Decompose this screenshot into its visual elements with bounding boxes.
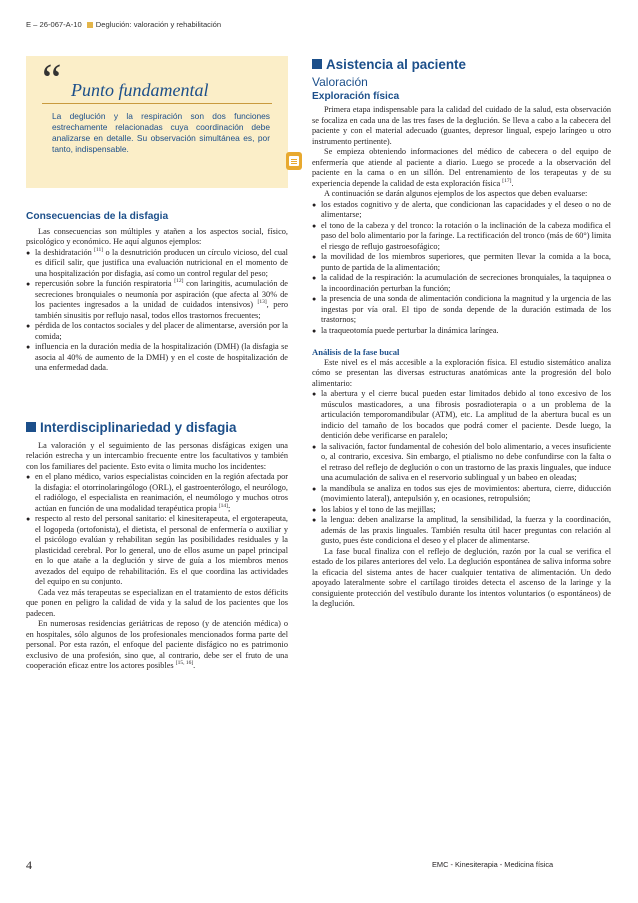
exploracion-paragraph: Se empieza obteniendo informaciones del médico de cabecera o del equipo de enfermería que atiende al paciente a diario. Luego se procede a la observación del paciente en la cama o en un sillón. Del entrenamiento de los terapeutas y de su experiencia depende la calidad de esta exploración física [17]. [312,147,611,188]
list-item: ● la deshidratación [11] o la desnutrición producen un círculo vicioso, del cual es difícil salir, que justifica una evaluación nutricional en el momento de una hospitalización por disfagia, así como un control regular del peso; [26,248,288,280]
exploracion-paragraph: A continuación se darán algunos ejemplos de los aspectos que deben evaluarse: [324,189,588,198]
citation: [11] [94,246,104,253]
consecuencias-intro: Las consecuencias son múltiples y atañen a los aspectos social, físico, psicológico y económico. He aquí algunos ejemplos: [26,226,288,246]
fundamental-text: La deglución y la respiración son dos funciones estrechamente relacionadas cuya coordinación debe analizarse en detalle. Su observación simultánea es, por tanto, indispensable. [52,111,270,154]
fase-bucal-list [312,389,611,547]
list-item: ● la traqueotomía puede perturbar la dinámica laríngea. [312,326,611,337]
fase-bucal-paragraph: La fase bucal finaliza con el reflejo de deglución, razón por la cual se verifica el estado de los pilares anteriores del velo. La deglución espontánea de saliva informa sobre la eficacia del sistema antes de hacer cualquier tentativa de alimentación. Un dedo apoyado lateralmente sobre el cartílago tiroides detecta el ascenso de la laringe y la consiguiente protección del vestíbulo durante los intentos voluntarios (o espontáneos) de la deglución. [312,546,611,608]
page-number: 4 [26,858,32,872]
list-item: ● en el plano médico, varios especialistas coinciden en la región afectada por la disfagia: el otorrinolaringólogo (ORL), el gastroenterólogo, el neurólogo, el radiólogo, el especialista en reanimación, el neumólogo y muchos otros actúan en función de una modalidad terapéutica propia [14]; [26,472,288,514]
running-title: Deglución: valoración y rehabilitación [95,20,222,29]
fundamental-box [26,56,288,188]
list-item: ● la calidad de la respiración: la acumulación de secreciones bronquiales, la taquipnea o la incoordinación perturban la función; [312,273,611,294]
fundamental-divider [42,103,272,104]
quote-mark-icon: “ [42,55,62,104]
interdisciplinariedad-paragraph: La valoración y el seguimiento de las personas disfágicas exigen una relación estrecha y un intercambio frecuente entre los facultativos y también con los familiares del paciente. Esto evita o limita mucho los incidentes: [26,440,288,471]
fase-bucal-paragraph: Este nivel es el más accesible a la exploración física. El estudio sistemático analiza cómo se presentan las diversas estructuras anatómicas ante la progresión del bolo alimentario: [312,357,611,388]
citation: [12] [174,278,184,284]
right-column [312,57,611,610]
left-column [26,212,288,672]
list-item: ● los labios y el tono de las mejillas; [312,505,611,516]
section-square-icon [312,59,322,69]
citation: [14] [218,502,229,509]
section-title-interdisciplinariedad: Interdisciplinariedad y disfagia [26,420,288,436]
list-item: ● influencia en la duración media de la hospitalización (DMH) (la disfagia se asocia al 40% de aumento de la DMH) y en el coste de hospitalización de una enfermedad dada. [26,342,288,374]
header-square-icon [87,22,93,28]
exploracion-paragraph: Primera etapa indispensable para la calidad del cuidado de la salud, esta observación se focaliza en cada una de las tres fases de la deglución. Se lleva a cabo a la cabecera del paciente y con el material adecuado (guantes, depresor lingual, espejo laríngeo u otro instrumento pertinente). [312,105,611,146]
section-title-consecuencias: Consecuencias de la disfagia [26,211,169,222]
list-item: ● la abertura y el cierre bucal pueden estar limitados debido al tono excesivo de los músculos masticadores, a una fibrosis posradioterapia o a un problema de la articulación temporomandibular (ATM), etc. La amplitud de la abertura bucal es un indicio del tamaño de los bocados que podrá comer el paciente. Desde luego, la dentición debe verificarse en paralelo; [312,389,611,442]
citation: [13] [257,299,267,305]
section-title-asistencia: Asistencia al paciente [312,57,611,73]
subsection-title-valoracion: Valoración [312,75,368,89]
subsection-title-exploracion: Exploración física [312,90,400,102]
list-item: ● el tono de la cabeza y del tronco: la rotación o la inclinación de la cabeza modifica el paso del bolo alimentario por la faringe. La rectificación del tronco (más de 60°) limita el riesgo de reflujo gastroesofágico; [312,221,611,253]
list-item: ● la salivación, factor fundamental de cohesión del bolo alimentario, a veces insuficiente o, al contrario, excesiva. Sin embargo, el ptialismo no debe confundirse con la falta o el retraso del reflejo de deglución o con un trastorno de las praxis linguales, que induce una acumulación de saliva en el reservorio sublingual y un babeo en oleadas; [312,442,611,484]
fundamental-title: Punto fundamental [71,80,209,100]
list-item: ● repercusión sobre la función respiratoria [12] con laringitis, acumulación de secreciones bronquiales o neumonía por aspiración (que afecta al 30% de los pacientes ingresados a la unidad de cuidados intensivos) [13], pero también sinusitis por reflujo nasal, todos ellos trastornos frecuentes; [26,279,288,321]
running-header [26,20,221,29]
interdisciplinariedad-paragraph: En numerosas residencias geriátricas de reposo (y de atención médica) o en hospitales, sólo algunos de los profesionales mencionados forma parte del personal. Por esta razón, el enfoque del paciente disfágico no es patrimonio exclusivo de una profesión, sino que, al contrario, debe ser el fruto de una cooperación eficaz entre los actores posibles [15, 16]. [26,619,288,670]
list-item: ● pérdida de los contactos sociales y del placer de alimentarse, aversión por la comida; [26,321,288,342]
list-item: ● los estados cognitivo y de alerta, que condicionan las capacidades y el deseo o no de alimentarse; [312,200,611,221]
subsection-title-fase-bucal: Análisis de la fase bucal [312,347,400,357]
citation: [15, 16] [175,660,194,666]
journal-name: EMC - Kinesiterapia - Medicina física [432,860,554,869]
interdisciplinariedad-paragraph: Cada vez más terapeutas se especializan en el tratamiento de estos déficits que ponen en peligro la calidad de vida y la salud de los pacientes que los padecen. [26,587,288,618]
section-square-icon [26,422,36,432]
interdisciplinariedad-list [26,472,288,588]
list-item: ● la lengua: deben analizarse la amplitud, la sensibilidad, la fuerza y la coordinación, además de las praxis linguales. También resulta útil hacer preguntas con relación al gusto, pues éste condiciona el deseo y el placer de alimentarse. [312,515,611,547]
citation: [17] [502,177,512,184]
list-item: ● la presencia de una sonda de alimentación condiciona la magnitud y la urgencia de las ingestas por vía oral. El tipo de sonda depende de la duración estimada de los trastornos; [312,294,611,326]
consecuencias-list [26,248,288,374]
list-item: ● respecto al resto del personal sanitario: el kinesiterapeuta, el ergoterapeuta, el logopeda (ortofonista), el dietista, el personal de enfermería o auxiliar y el psicólogo evalúan y rehabilitan según las posibilidades residuales y la plasticidad cerebral. Por lo general, uno de ellos asume un papel principal en lo que atañe a la deglución y sirve de guía a los miembros menos avezados del equipo de rehabilitación. Es el que coordina las actividades del equipo en su conjunto. [26,514,288,588]
exploracion-list [312,200,611,337]
document-icon [286,152,302,170]
article-code: E – 26-067-A-10 [26,20,82,29]
list-item: ● la mandíbula se analiza en todos sus ejes de movimientos: abertura, cierre, diducción (movimiento lateral), antepulsión y, en ocasiones, retropulsión; [312,484,611,505]
list-item: ● la movilidad de los miembros superiores, que permiten llevar la comida a la boca, punto de partida de la alimentación; [312,252,611,273]
